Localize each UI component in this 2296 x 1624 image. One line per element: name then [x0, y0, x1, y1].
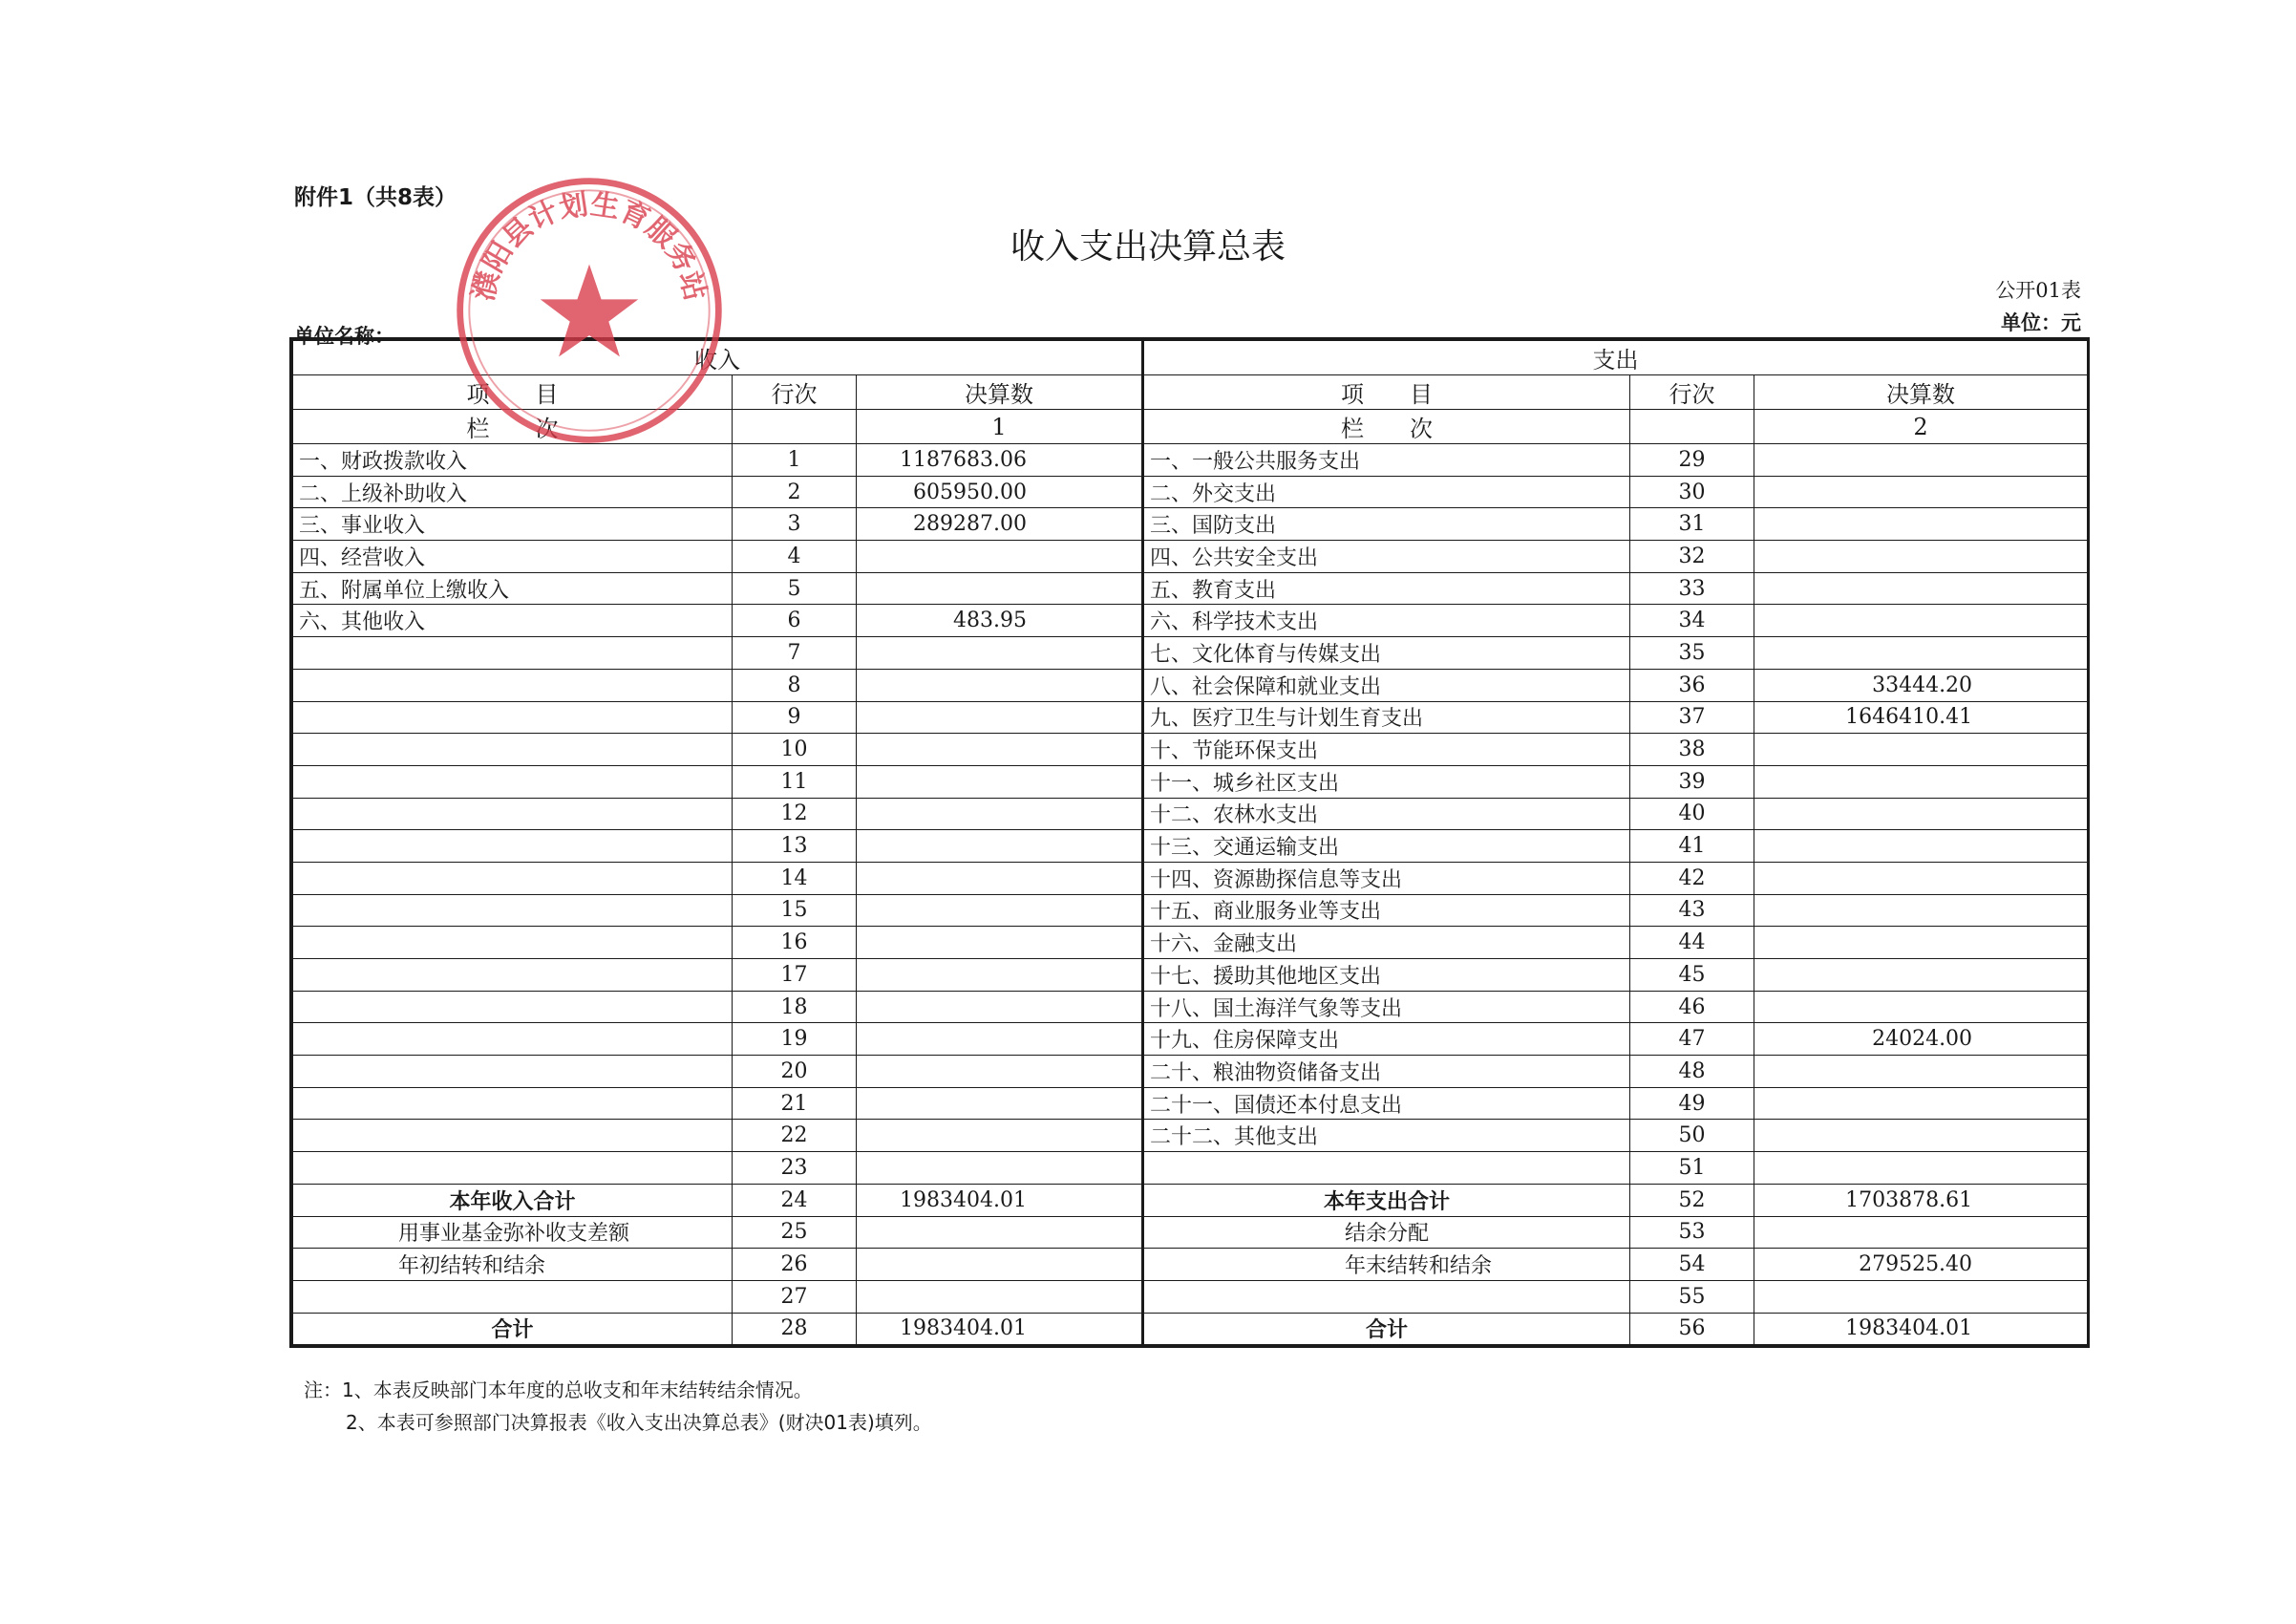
table-row [293, 1216, 2088, 1249]
expense-row-no: 37 [1630, 701, 1754, 734]
expense-label-blank [1630, 410, 1754, 444]
income-amount [857, 1280, 1143, 1313]
income-item: 二、上级补助收入 [293, 476, 733, 508]
expense-row-no: 47 [1630, 1023, 1754, 1056]
income-row-no: 2 [733, 476, 857, 508]
income-row-no: 28 [733, 1313, 857, 1345]
expense-item: 结余分配 [1143, 1216, 1630, 1249]
expense-item: 十六、金融支出 [1143, 927, 1630, 959]
income-item: 年初结转和结余 [293, 1249, 733, 1281]
income-item [293, 1280, 733, 1313]
income-amount [857, 669, 1143, 701]
income-amount: 1983404.01 [857, 1313, 1143, 1345]
income-row-no: 25 [733, 1216, 857, 1249]
table-row [293, 1313, 2088, 1345]
expense-row-no: 42 [1630, 862, 1754, 894]
expense-item: 合计 [1143, 1313, 1630, 1345]
unit-label: 单位：元 [2001, 311, 2081, 334]
income-item [293, 1087, 733, 1120]
table-row [293, 830, 2088, 863]
expense-amount [1754, 444, 2088, 477]
income-row-no: 10 [733, 734, 857, 766]
expense-label-row: 栏 次 [1143, 410, 1630, 444]
income-amount [857, 1249, 1143, 1281]
org-name-label: 单位名称： [294, 325, 394, 348]
expense-row-col: 行次 [1630, 375, 1754, 410]
expense-amount: 1983404.01 [1754, 1313, 2088, 1345]
attachment-label: 附件1（共8表） [294, 185, 457, 210]
expense-amount [1754, 894, 2088, 927]
expense-row-no: 43 [1630, 894, 1754, 927]
expense-row-no: 35 [1630, 637, 1754, 670]
table-row [293, 894, 2088, 927]
income-amount [857, 991, 1143, 1023]
income-amount [857, 1023, 1143, 1056]
expense-item: 十四、资源勘探信息等支出 [1143, 862, 1630, 894]
expense-item: 本年支出合计 [1143, 1184, 1630, 1216]
expense-item [1143, 1152, 1630, 1185]
table-row [293, 1120, 2088, 1152]
expense-row-no: 50 [1630, 1120, 1754, 1152]
table-row [293, 765, 2088, 798]
income-row-no: 16 [733, 927, 857, 959]
income-col-no: 1 [857, 410, 1143, 444]
expense-row-no: 34 [1630, 605, 1754, 637]
income-item [293, 765, 733, 798]
income-row-no: 21 [733, 1087, 857, 1120]
table-row [293, 991, 2088, 1023]
income-item [293, 637, 733, 670]
income-row-col: 行次 [733, 375, 857, 410]
expense-item: 十、节能环保支出 [1143, 734, 1630, 766]
expense-header: 支出 [1143, 341, 2088, 375]
income-row-no: 19 [733, 1023, 857, 1056]
income-amount [857, 765, 1143, 798]
income-row-no: 17 [733, 959, 857, 992]
expense-row-no: 36 [1630, 669, 1754, 701]
expense-row-no: 41 [1630, 830, 1754, 863]
expense-row-no: 30 [1630, 476, 1754, 508]
income-item [293, 959, 733, 992]
expense-item: 年末结转和结余 [1143, 1249, 1630, 1281]
income-amount [857, 1087, 1143, 1120]
income-amount [857, 541, 1143, 573]
income-amount [857, 830, 1143, 863]
expense-item: 十三、交通运输支出 [1143, 830, 1630, 863]
income-row-no: 8 [733, 669, 857, 701]
income-row-no: 3 [733, 508, 857, 541]
income-item [293, 830, 733, 863]
expense-item: 十七、援助其他地区支出 [1143, 959, 1630, 992]
income-amount: 1187683.06 [857, 444, 1143, 477]
expense-amount [1754, 862, 2088, 894]
income-amount: 605950.00 [857, 476, 1143, 508]
table-row [293, 862, 2088, 894]
income-label-blank [733, 410, 857, 444]
table-row [293, 734, 2088, 766]
expense-item: 十九、住房保障支出 [1143, 1023, 1630, 1056]
expense-row-no: 53 [1630, 1216, 1754, 1249]
income-row-no: 20 [733, 1056, 857, 1088]
expense-amount [1754, 959, 2088, 992]
income-item: 六、其他收入 [293, 605, 733, 637]
expense-item: 十五、商业服务业等支出 [1143, 894, 1630, 927]
expense-amount [1754, 541, 2088, 573]
income-row-no: 26 [733, 1249, 857, 1281]
income-item: 用事业基金弥补收支差额 [293, 1216, 733, 1249]
svg-text:濮阳县计划生育服务站: 濮阳县计划生育服务站 [466, 187, 712, 305]
official-seal-icon [451, 172, 728, 449]
income-item [293, 1056, 733, 1088]
income-amount [857, 701, 1143, 734]
expense-amount [1754, 637, 2088, 670]
expense-item: 二十一、国债还本付息支出 [1143, 1087, 1630, 1120]
table-row [293, 798, 2088, 830]
income-row-no: 5 [733, 572, 857, 605]
table-row [293, 541, 2088, 573]
expense-item: 九、医疗卫生与计划生育支出 [1143, 701, 1630, 734]
income-item [293, 1120, 733, 1152]
expense-item: 十八、国土海洋气象等支出 [1143, 991, 1630, 1023]
income-label-row: 栏 次 [293, 410, 733, 444]
income-row-no: 27 [733, 1280, 857, 1313]
income-amount [857, 1120, 1143, 1152]
table-row [293, 1249, 2088, 1281]
expense-item: 六、科学技术支出 [1143, 605, 1630, 637]
expense-row-no: 39 [1630, 765, 1754, 798]
expense-amount [1754, 1216, 2088, 1249]
table-row [293, 508, 2088, 541]
income-amount [857, 1216, 1143, 1249]
expense-row-no: 31 [1630, 508, 1754, 541]
expense-item [1143, 1280, 1630, 1313]
income-row-no: 22 [733, 1120, 857, 1152]
income-amount [857, 572, 1143, 605]
expense-row-no: 38 [1630, 734, 1754, 766]
income-item [293, 991, 733, 1023]
expense-amount [1754, 830, 2088, 863]
expense-col-no: 2 [1754, 410, 2088, 444]
income-amount [857, 798, 1143, 830]
income-item [293, 927, 733, 959]
expense-amount [1754, 508, 2088, 541]
expense-amount-col: 决算数 [1754, 375, 2088, 410]
income-amount: 1983404.01 [857, 1184, 1143, 1216]
income-item [293, 894, 733, 927]
income-row-no: 6 [733, 605, 857, 637]
table-row [293, 605, 2088, 637]
income-item [293, 734, 733, 766]
table-row [293, 476, 2088, 508]
expense-row-no: 32 [1630, 541, 1754, 573]
expense-item: 十二、农林水支出 [1143, 798, 1630, 830]
income-item: 五、附属单位上缴收入 [293, 572, 733, 605]
income-amount: 483.95 [857, 605, 1143, 637]
expense-item-col: 项 目 [1143, 375, 1630, 410]
expense-amount: 1703878.61 [1754, 1184, 2088, 1216]
table-row [293, 1184, 2088, 1216]
income-amount [857, 927, 1143, 959]
note-1: 注：1、本表反映部门本年度的总收支和年末结转结余情况。 [304, 1378, 813, 1401]
income-header: 收入 [293, 341, 1143, 375]
expense-amount [1754, 572, 2088, 605]
income-item [293, 1152, 733, 1185]
table-row [293, 1087, 2088, 1120]
expense-item: 八、社会保障和就业支出 [1143, 669, 1630, 701]
note-2: 2、本表可参照部门决算报表《收入支出决算总表》(财决01表)填列。 [346, 1411, 932, 1434]
notes [304, 1374, 932, 1439]
table-row [293, 959, 2088, 992]
income-amount [857, 862, 1143, 894]
income-item [293, 862, 733, 894]
expense-item: 五、教育支出 [1143, 572, 1630, 605]
income-row-no: 11 [733, 765, 857, 798]
expense-amount: 279525.40 [1754, 1249, 2088, 1281]
page-title: 收入支出决算总表 [1010, 227, 1286, 267]
income-amount [857, 894, 1143, 927]
income-row-no: 4 [733, 541, 857, 573]
expense-item: 七、文化体育与传媒支出 [1143, 637, 1630, 670]
table-row [293, 1056, 2088, 1088]
expense-row-no: 33 [1630, 572, 1754, 605]
expense-item: 三、国防支出 [1143, 508, 1630, 541]
expense-row-no: 45 [1630, 959, 1754, 992]
income-item: 三、事业收入 [293, 508, 733, 541]
expense-row-no: 55 [1630, 1280, 1754, 1313]
income-amount: 289287.00 [857, 508, 1143, 541]
expense-row-no: 51 [1630, 1152, 1754, 1185]
expense-amount: 1646410.41 [1754, 701, 2088, 734]
expense-row-no: 46 [1630, 991, 1754, 1023]
income-row-no: 12 [733, 798, 857, 830]
summary-table [289, 337, 2090, 1348]
expense-item: 二十、粮油物资储备支出 [1143, 1056, 1630, 1088]
expense-amount [1754, 1152, 2088, 1185]
table-row [293, 927, 2088, 959]
expense-item: 二、外交支出 [1143, 476, 1630, 508]
expense-item: 一、一般公共服务支出 [1143, 444, 1630, 477]
expense-amount: 33444.20 [1754, 669, 2088, 701]
table-row [293, 1280, 2088, 1313]
income-amount-col: 决算数 [857, 375, 1143, 410]
income-row-no: 13 [733, 830, 857, 863]
expense-row-no: 52 [1630, 1184, 1754, 1216]
income-row-no: 14 [733, 862, 857, 894]
expense-amount [1754, 605, 2088, 637]
income-item [293, 798, 733, 830]
income-amount [857, 1152, 1143, 1185]
form-code: 公开01表 [1995, 279, 2081, 302]
expense-row-no: 44 [1630, 927, 1754, 959]
expense-amount [1754, 1087, 2088, 1120]
expense-row-no: 40 [1630, 798, 1754, 830]
income-row-no: 18 [733, 991, 857, 1023]
income-item [293, 701, 733, 734]
expense-amount [1754, 991, 2088, 1023]
income-amount [857, 734, 1143, 766]
income-amount [857, 959, 1143, 992]
income-item: 一、财政拨款收入 [293, 444, 733, 477]
table-row [293, 1023, 2088, 1056]
income-item [293, 669, 733, 701]
expense-row-no: 29 [1630, 444, 1754, 477]
table-row [293, 572, 2088, 605]
income-row-no: 1 [733, 444, 857, 477]
income-item [293, 1023, 733, 1056]
income-item: 本年收入合计 [293, 1184, 733, 1216]
expense-row-no: 56 [1630, 1313, 1754, 1345]
expense-item: 二十二、其他支出 [1143, 1120, 1630, 1152]
expense-amount [1754, 765, 2088, 798]
expense-amount [1754, 927, 2088, 959]
table-row [293, 637, 2088, 670]
expense-row-no: 49 [1630, 1087, 1754, 1120]
expense-amount [1754, 798, 2088, 830]
expense-amount [1754, 476, 2088, 508]
expense-row-no: 54 [1630, 1249, 1754, 1281]
expense-amount [1754, 1120, 2088, 1152]
income-item: 四、经营收入 [293, 541, 733, 573]
expense-item: 四、公共安全支出 [1143, 541, 1630, 573]
expense-amount [1754, 1056, 2088, 1088]
income-item: 合计 [293, 1313, 733, 1345]
income-item-col: 项 目 [293, 375, 733, 410]
table-row [293, 701, 2088, 734]
table-row [293, 1152, 2088, 1185]
table-row [293, 669, 2088, 701]
income-amount [857, 1056, 1143, 1088]
income-row-no: 9 [733, 701, 857, 734]
income-row-no: 15 [733, 894, 857, 927]
expense-item: 十一、城乡社区支出 [1143, 765, 1630, 798]
income-row-no: 7 [733, 637, 857, 670]
table-body [293, 444, 2088, 1345]
expense-row-no: 48 [1630, 1056, 1754, 1088]
income-row-no: 24 [733, 1184, 857, 1216]
income-row-no: 23 [733, 1152, 857, 1185]
income-amount [857, 637, 1143, 670]
expense-amount [1754, 1280, 2088, 1313]
expense-amount: 24024.00 [1754, 1023, 2088, 1056]
expense-amount [1754, 734, 2088, 766]
